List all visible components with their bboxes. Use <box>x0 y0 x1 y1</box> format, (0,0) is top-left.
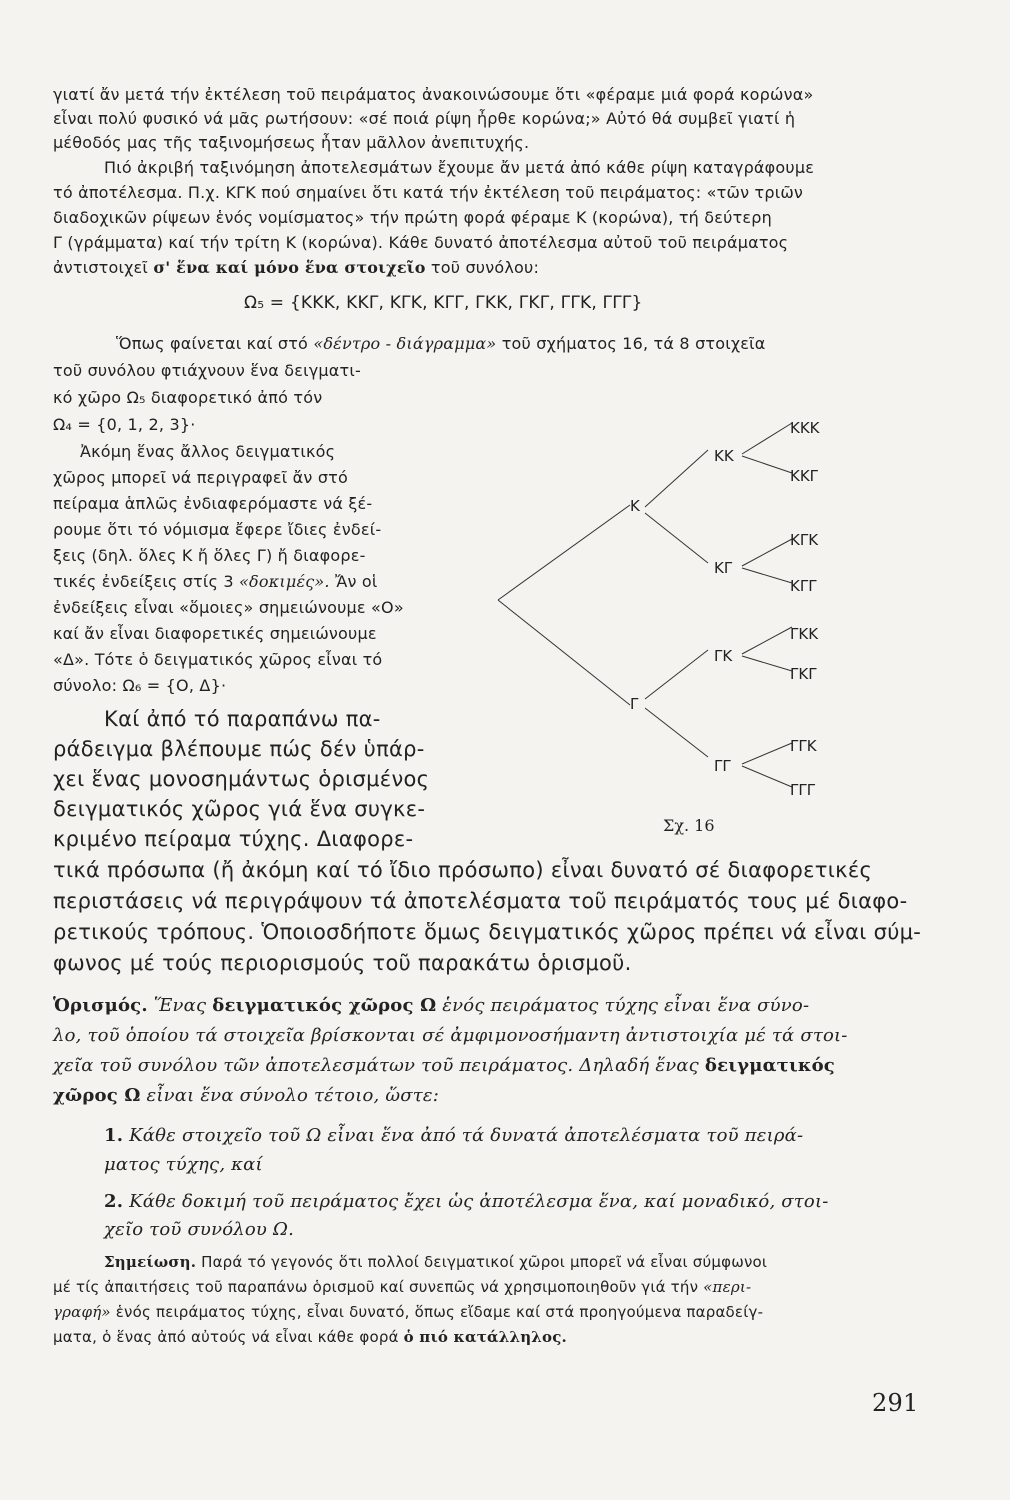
tree-node-k: Κ <box>630 497 640 515</box>
tree-node-gk: ΓΚ <box>714 647 733 665</box>
tree-edge <box>742 766 792 787</box>
tree-edge <box>742 539 792 566</box>
definition-line: Ὁρισμός. Ἕνας δειγματικός χῶρος Ω ἑνός πειράματος τύχης εἶναι ἕνα σύνο- <box>53 995 810 1016</box>
text-line: Γ (γράμματα) καί τήν τρίτη Κ (κορώνα). Κάθε δυνατό ἀποτέλεσμα αὐτοῦ τοῦ πειράματος <box>53 233 789 252</box>
tree-node-gg: ΓΓ <box>714 757 731 775</box>
text-line: ρουμε ὅτι τό νόμισμα ἔφερε ἴδιες ἐνδεί- <box>53 520 382 539</box>
text-line: καί ἄν εἶναι διαφορετικές σημειώνουμε <box>53 624 377 643</box>
text-line: εἶναι πολύ φυσικό νά μᾶς ρωτήσουν: «σέ ποιά ρίψη ἦρθε κορώνα;» Αὐτό θά συμβεῖ γιατί ἡ <box>53 109 796 128</box>
text-line: μέθοδός μας τῆς ταξινομήσεως ἦταν μᾶλλον ἀνεπιτυχής. <box>53 133 530 152</box>
tree-edge <box>742 627 792 654</box>
tree-leaf: ΓΓΚ <box>790 737 817 755</box>
omega5-formula: Ω₅ = {ΚΚΚ, ΚΚΓ, ΚΓΚ, ΚΓΓ, ΓΚΚ, ΓΚΓ, ΓΓΚ, ΓΓΓ} <box>244 293 643 313</box>
tree-leaf: ΚΚΓ <box>790 467 819 485</box>
tree-leaf: ΚΓΓ <box>790 577 817 595</box>
tree-edge <box>742 423 792 454</box>
text-line: γιατί ἄν μετά τήν ἐκτέλεση τοῦ πειράματος ἀνακοινώσουμε ὅτι «φέραμε μιά φορά κορώνα» <box>53 85 814 104</box>
note-line: γραφή» ἑνός πειράματος τύχης, εἶναι δυνατό, ὅπως εἴδαμε καί στά προηγούμενα παραδείγ- <box>53 1303 764 1321</box>
text-line: σύνολο: Ω₆ = {Ο, Δ}· <box>53 676 227 695</box>
tree-edge <box>645 450 708 507</box>
text-line: κριμένο πείραμα τύχης. Διαφορε- <box>53 827 414 851</box>
tree-leaf: ΓΓΓ <box>790 781 816 799</box>
tree-node-g: Γ <box>630 695 639 713</box>
note-line: μέ τίς ἀπαιτήσεις τοῦ παραπάνω ὁρισμοῦ καί συνεπῶς νά χρησιμοποιηθοῦν γιά τήν «περι- <box>53 1278 752 1296</box>
tree-node-kk: ΚΚ <box>714 447 734 465</box>
text-line: χῶρος μπορεῖ νά περιγραφεῖ ἄν στό <box>53 468 348 487</box>
tree-leaf: ΚΚΚ <box>790 419 820 437</box>
text-line: τικές ἐνδείξεις στίς 3 «δοκιμές». Ἄν οἱ <box>53 572 378 591</box>
note-line: ματα, ὁ ἕνας ἀπό αὐτούς νά εἶναι κάθε φορά ὁ πιό κατάλληλος. <box>53 1328 567 1346</box>
definition-item-2-cont: χεῖο τοῦ συνόλου Ω. <box>104 1219 295 1240</box>
definition-line: χῶρος Ω εἶναι ἕνα σύνολο τέτοιο, ὥστε: <box>53 1085 439 1106</box>
text-line: χει ἕνας μονοσημάντως ὁρισμένος <box>53 767 430 791</box>
tree-edge <box>645 650 708 699</box>
text-line: ἐνδείξεις εἶναι «ὅμοιες» σημειώνουμε «Ο» <box>53 598 404 617</box>
tree-edge <box>742 568 792 583</box>
text-line: περιστάσεις νά περιγράψουν τά ἀποτελέσματα τοῦ πειράματός τους μέ διαφο- <box>53 889 908 913</box>
text-line: Ω₄ = {0, 1, 2, 3}· <box>53 415 196 434</box>
tree-edge <box>645 513 708 563</box>
emphasis-text: σ' ἕνα καί μόνο ἕνα στοιχεῖο <box>153 258 426 277</box>
tree-edge <box>742 456 792 473</box>
text-line: πείραμα ἁπλῶς ἐνδιαφερόμαστε νά ξέ- <box>53 494 373 513</box>
text-line: Καί ἀπό τό παραπάνω πα- <box>104 707 381 731</box>
note-line: Σημείωση. Παρά τό γεγονός ὅτι πολλοί δειγματικοί χῶροι μπορεῖ νά εἶναι σύμφωνοι <box>104 1253 768 1271</box>
text-line: «Δ». Τότε ὁ δειγματικός χῶρος εἶναι τό <box>53 650 383 669</box>
text-line: διαδοχικῶν ρίψεων ἑνός νομίσματος» τήν πρώτη φορά φέραμε Κ (κορώνα), τή δεύτερη <box>53 208 772 227</box>
definition-line: λο, τοῦ ὁποίου τά στοιχεῖα βρίσκονται σέ ἀμφιμονοσήμαντη ἀντιστοιχία μέ τά στοι- <box>53 1025 848 1046</box>
tree-node-kg: ΚΓ <box>714 559 733 577</box>
text-line: τικά πρόσωπα (ἤ ἀκόμη καί τό ἴδιο πρόσωπο) εἶναι δυνατό σέ διαφορετικές <box>53 858 873 882</box>
emphasis-text: «δέντρο - διάγραμμα» <box>313 334 497 353</box>
text-line: κό χῶρο Ω₅ διαφορετικό ἀπό τόν <box>53 388 323 407</box>
text-line: τό ἀποτέλεσμα. Π.χ. ΚΓΚ πού σημαίνει ὅτι κατά τήν ἐκτέλεση τοῦ πειράματος: «τῶν τριῶν <box>53 183 804 202</box>
definition-line: χεῖα τοῦ συνόλου τῶν ἀποτελεσμάτων τοῦ πειράματος. Δηλαδή ἕνας δειγματικός <box>53 1055 835 1076</box>
tree-edge <box>742 656 792 671</box>
tree-edge <box>498 600 630 705</box>
tree-leaf: ΓΚΓ <box>790 665 817 683</box>
text-line: ρετικούς τρόπους. Ὁποιοσδήποτε ὅμως δειγματικός χῶρος πρέπει νά εἶναι σύμ- <box>53 920 922 944</box>
definition-label: Ὁρισμός. <box>53 995 148 1016</box>
tree-diagram <box>480 395 920 850</box>
text-line: φωνος μέ τούς περιορισμούς τοῦ παρακάτω ὁρισμοῦ. <box>53 951 632 975</box>
definition-item-1-cont: ματος τύχης, καί <box>104 1154 263 1175</box>
figure-caption: Σχ. 16 <box>663 816 715 835</box>
page-number: 291 <box>872 1389 919 1417</box>
text-line: δειγματικός χῶρος γιά ἕνα συγκε- <box>53 797 426 821</box>
text-line: Πιό ἀκριβή ταξινόμηση ἀποτελεσμάτων ἔχουμε ἄν μετά ἀπό κάθε ρίψη καταγράφουμε <box>104 158 815 177</box>
tree-edge <box>742 743 792 764</box>
tree-edge <box>645 708 708 757</box>
definition-item-2: 2. Κάθε δοκιμή τοῦ πειράματος ἔχει ὡς ἀποτέλεσμα ἕνα, καί μοναδικό, στοι- <box>104 1191 829 1212</box>
text-line: ράδειγμα βλέπουμε πώς δέν ὑπάρ- <box>53 737 425 761</box>
tree-edge <box>498 505 630 600</box>
emphasis-text: «δοκιμές». <box>239 572 330 591</box>
text-line: ξεις (δηλ. ὅλες Κ ἤ ὅλες Γ) ἤ διαφορε- <box>53 546 366 565</box>
note-label: Σημείωση. <box>104 1253 197 1271</box>
definition-item-1: 1. Κάθε στοιχεῖο τοῦ Ω εἶναι ἕνα ἀπό τά δυνατά ἀποτελέσματα τοῦ πειρά- <box>104 1125 804 1146</box>
tree-leaf: ΚΓΚ <box>790 531 819 549</box>
tree-leaf: ΓΚΚ <box>790 625 819 643</box>
text-line: Ἀκόμη ἕνας ἄλλος δειγματικός <box>80 442 336 461</box>
text-line: ἀντιστοιχεῖ σ' ἕνα καί μόνο ἕνα στοιχεῖο τοῦ συνόλου: <box>53 258 540 277</box>
text-line: Ὅπως φαίνεται καί στό «δέντρο - διάγραμμα» τοῦ σχήματος 16, τά 8 στοιχεῖα <box>116 334 766 353</box>
text-line: τοῦ συνόλου φτιάχνουν ἕνα δειγματι- <box>53 361 361 380</box>
